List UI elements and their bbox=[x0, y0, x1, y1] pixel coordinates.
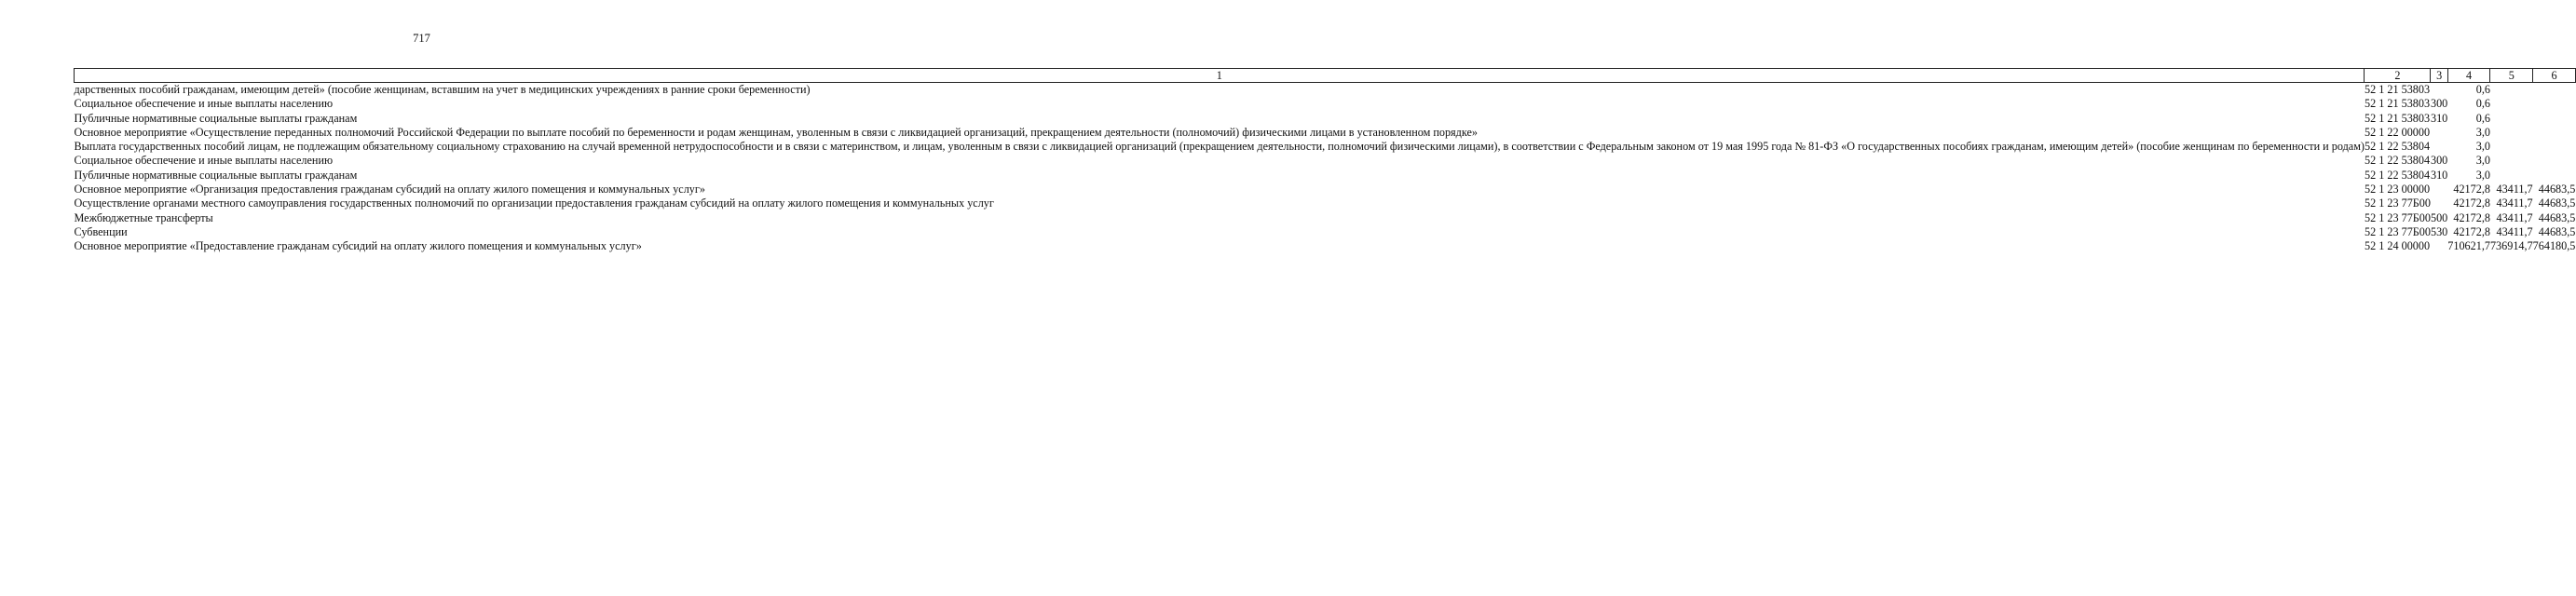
row-code: 52 1 22 53804 bbox=[2364, 154, 2431, 168]
table-row bbox=[75, 239, 2576, 253]
row-value-year2: 43411,7 bbox=[2496, 210, 2533, 224]
row-value-year2: 736914,7 bbox=[2489, 239, 2533, 253]
row-value-year1: 0,6 bbox=[2475, 97, 2490, 111]
row-value-year1: 42172,8 bbox=[2453, 196, 2490, 210]
row-name: Основное мероприятие «Осуществление переданных полномочий Российской Федерации по выплате пособий по беременности и родам женщинам, уволенным в связи с ликвидацией организаций, прекращением деятельности (полномочий) физическими лицами в установленном порядке» bbox=[74, 125, 1478, 139]
row-code: 52 1 23 77Б00 bbox=[2364, 196, 2431, 210]
row-value-year1: 3,0 bbox=[2475, 154, 2490, 168]
row-name: Основное мероприятие «Предоставление гражданам субсидий на оплату жилого помещения и коммунальных услуг» bbox=[74, 239, 642, 253]
table-row bbox=[75, 140, 2576, 154]
row-value-year2 bbox=[2490, 112, 2533, 126]
row-value-year3: 764180,5 bbox=[2532, 239, 2576, 253]
row-name: Выплата государственных пособий лицам, не подлежащим обязательному социальному страхованию на случай временной нетрудоспособности и в связи с материнством, и лицам, уволенным в связи с ликвидацией организаций (прекращением деятельности, полномочий физическими лицами), в соответствии с Федеральным законом от 19 мая 1995 года № 81-ФЗ «О государственных пособиях гражданам, имеющим детей» (пособие женщинам по беременности и родам) bbox=[74, 140, 2365, 154]
row-value-year2 bbox=[2490, 97, 2533, 111]
column-header: 2 bbox=[2365, 69, 2431, 83]
row-name: Социальное обеспечение и иные выплаты населению bbox=[74, 154, 334, 168]
row-expense-type: 500 bbox=[2430, 210, 2448, 224]
row-name: дарственных пособий гражданам, имеющим детей» (пособие женщинам, вставшим на учет в медицинских учреждениях в ранние сроки беременности) bbox=[74, 83, 811, 96]
row-value-year1: 3,0 bbox=[2475, 140, 2490, 154]
row-value-year1: 42172,8 bbox=[2453, 224, 2490, 238]
row-name: Субвенции bbox=[74, 224, 128, 238]
budget-table bbox=[74, 68, 2576, 254]
row-value-year3 bbox=[2533, 140, 2576, 154]
table-row bbox=[75, 183, 2576, 196]
row-code: 52 1 21 53803 bbox=[2364, 83, 2431, 96]
column-header: 1 bbox=[75, 69, 2365, 83]
row-expense-type bbox=[2431, 126, 2447, 140]
row-value-year3: 44683,5 bbox=[2538, 196, 2576, 210]
row-code: 52 1 21 53803 bbox=[2364, 111, 2431, 125]
row-code: 52 1 22 53804 bbox=[2364, 140, 2431, 154]
row-name: Публичные нормативные социальные выплаты гражданам bbox=[74, 111, 358, 125]
column-header: 5 bbox=[2490, 69, 2533, 83]
header-row bbox=[75, 69, 2576, 83]
row-value-year3: 44683,5 bbox=[2538, 183, 2576, 196]
row-value-year3 bbox=[2533, 154, 2576, 168]
row-value-year2 bbox=[2490, 83, 2533, 98]
row-code: 52 1 21 53803 bbox=[2364, 97, 2431, 111]
row-expense-type: 310 bbox=[2430, 111, 2448, 125]
row-expense-type: 530 bbox=[2430, 224, 2448, 238]
row-name: Основное мероприятие «Организация предоставления гражданам субсидий на оплату жилого помещения и коммунальных услуг» bbox=[74, 183, 705, 196]
row-value-year2 bbox=[2490, 169, 2533, 183]
row-value-year3 bbox=[2533, 126, 2576, 140]
row-name: Социальное обеспечение и иные выплаты населению bbox=[74, 97, 334, 111]
table-row bbox=[75, 126, 2576, 140]
row-value-year2: 43411,7 bbox=[2496, 183, 2533, 196]
row-value-year2 bbox=[2490, 154, 2533, 168]
row-value-year1: 42172,8 bbox=[2453, 210, 2490, 224]
row-value-year1: 0,6 bbox=[2475, 83, 2490, 96]
row-code: 52 1 24 00000 bbox=[2364, 239, 2431, 253]
row-value-year1: 42172,8 bbox=[2453, 183, 2490, 196]
row-name: Осуществление органами местного самоуправления государственных полномочий по организации предоставления гражданам субсидий на оплату жилого помещения и коммунальных услуг bbox=[74, 196, 994, 210]
row-value-year3 bbox=[2533, 97, 2576, 111]
row-value-year1: 0,6 bbox=[2475, 111, 2490, 125]
row-expense-type bbox=[2431, 140, 2447, 154]
row-expense-type bbox=[2431, 183, 2447, 196]
table-row bbox=[75, 225, 2576, 239]
table-row bbox=[75, 112, 2576, 126]
row-expense-type bbox=[2431, 239, 2447, 253]
row-value-year2 bbox=[2490, 126, 2533, 140]
row-name: Публичные нормативные социальные выплаты гражданам bbox=[74, 168, 358, 182]
table-row bbox=[75, 83, 2576, 98]
column-header: 4 bbox=[2447, 69, 2490, 83]
row-value-year3 bbox=[2533, 112, 2576, 126]
row-code: 52 1 23 77Б00 bbox=[2364, 224, 2431, 238]
row-value-year3 bbox=[2533, 169, 2576, 183]
row-value-year2: 43411,7 bbox=[2496, 224, 2533, 238]
row-code: 52 1 23 77Б00 bbox=[2364, 210, 2431, 224]
column-header: 6 bbox=[2533, 69, 2576, 83]
page-number: 717 bbox=[413, 32, 430, 45]
row-code: 52 1 22 00000 bbox=[2364, 125, 2431, 139]
row-expense-type: 310 bbox=[2430, 168, 2448, 182]
row-value-year3 bbox=[2533, 83, 2576, 98]
row-expense-type: 300 bbox=[2430, 154, 2448, 168]
table-row bbox=[75, 211, 2576, 225]
row-expense-type bbox=[2431, 196, 2447, 210]
row-value-year1: 3,0 bbox=[2475, 125, 2490, 139]
row-expense-type bbox=[2431, 83, 2447, 98]
row-value-year2 bbox=[2490, 140, 2533, 154]
row-value-year3: 44683,5 bbox=[2538, 210, 2576, 224]
table-row bbox=[75, 169, 2576, 183]
row-value-year1: 3,0 bbox=[2475, 168, 2490, 182]
row-value-year1: 710621,7 bbox=[2447, 239, 2490, 253]
row-code: 52 1 22 53804 bbox=[2364, 168, 2431, 182]
column-header: 3 bbox=[2431, 69, 2447, 83]
table-row bbox=[75, 97, 2576, 111]
row-value-year3: 44683,5 bbox=[2538, 224, 2576, 238]
row-expense-type: 300 bbox=[2430, 97, 2448, 111]
row-value-year2: 43411,7 bbox=[2496, 196, 2533, 210]
table-row bbox=[75, 196, 2576, 210]
row-code: 52 1 23 00000 bbox=[2364, 183, 2431, 196]
row-name: Межбюджетные трансферты bbox=[74, 210, 213, 224]
table-row bbox=[75, 154, 2576, 168]
